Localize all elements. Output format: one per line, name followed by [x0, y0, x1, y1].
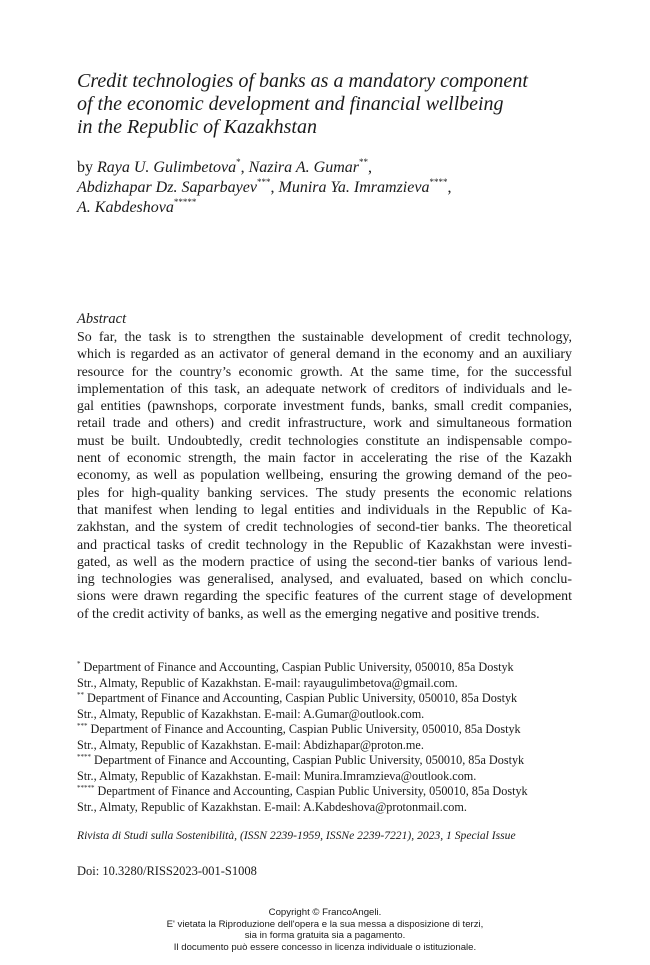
footnote-text: Department of Finance and Accounting, Caspian Public University, 050010, 85a Dostyk [87, 691, 518, 705]
author-separator: , [447, 179, 452, 196]
abstract-line: So far, the task is to strengthen the sustainable development of credit technology, [77, 330, 572, 345]
abstract-line: nent of economic strength, the main factor in accelerating the rise of the Kazakh [77, 451, 572, 467]
footnote-mark: *** [77, 722, 88, 730]
abstract-line: ples for high-quality banking services. The study presents the economic relations [77, 485, 572, 501]
abstract-line: and practical tasks of credit technology in the Republic of Kazakhstan were investi- [77, 537, 572, 553]
title-line: Credit technologies of banks as a mandatory component [77, 70, 528, 92]
footnote-text: Department of Finance and Accounting, Caspian Public University, 050010, 85a Dostyk [97, 784, 528, 798]
affiliation-footnotes [77, 660, 572, 815]
footnote-line [77, 660, 572, 676]
author-separator: , [240, 159, 249, 176]
abstract-line: zakhstan, and the system of credit technologies of second-tier banks. The theoretical [77, 520, 572, 536]
doi-text: Doi: 10.3280/RISS2023-001-S1008 [77, 864, 257, 878]
author-separator: , [367, 159, 372, 176]
footnote-line: Str., Almaty, Republic of Kazakhstan. E-mail: A.Gumar@outlook.com. [77, 706, 425, 721]
author-mark: * [236, 157, 241, 167]
copyright-notice [0, 907, 650, 953]
author-mark: ***** [173, 197, 197, 207]
journal-citation: Rivista di Studi sulla Sostenibilità, (ISSN 2239-1959, ISSNe 2239-7221), 2023, 1 Special Issue [77, 829, 516, 842]
footnote-line: Str., Almaty, Republic of Kazakhstan. E-mail: Munira.Imramzieva@outlook.com. [77, 768, 477, 783]
copyright-line: E' vietata la Riproduzione dell'opera e la sua messa a disposizione di terzi, [166, 918, 484, 930]
copyright-line: Copyright © FrancoAngeli. [268, 907, 382, 918]
copyright-line: Il documento può essere concesso in licenza individuale o istituzionale. [173, 941, 477, 953]
author-mark: ** [358, 157, 368, 167]
footnote-line [77, 784, 572, 800]
footnote-line: Str., Almaty, Republic of Kazakhstan. E-mail: Abdizhapar@proton.me. [77, 737, 424, 752]
footnote-mark: * [77, 660, 81, 668]
by-label: by [77, 159, 93, 176]
abstract-line: ing technologies was generalised, analysed, and evaluated, based on which conclu- [77, 572, 572, 588]
author-line [77, 158, 597, 178]
author-separator: , [270, 179, 279, 196]
footnote-text: Department of Finance and Accounting, Caspian Public University, 050010, 85a Dostyk [90, 722, 521, 736]
author-name: Munira Ya. Imramzieva [278, 179, 430, 196]
footnote-mark: ** [77, 691, 84, 699]
author-name: A. Kabdeshova [77, 199, 174, 216]
abstract-line: must be built. Undoubtedly, credit technologies constitute an indispensable compo- [77, 433, 572, 449]
footnote-line [77, 722, 572, 738]
author-name: Nazira A. Gumar [248, 159, 359, 176]
footnote-line: Str., Almaty, Republic of Kazakhstan. E-mail: A.Kabdeshova@protonmail.com. [77, 799, 467, 814]
author-list [77, 158, 597, 218]
footnote-line [77, 753, 572, 769]
author-line [77, 198, 597, 218]
abstract-line: gal entities (pawnshops, corporate investment funds, banks, small credit companies, [77, 399, 572, 415]
abstract-heading: Abstract [77, 311, 127, 327]
footnote-text: Department of Finance and Accounting, Caspian Public University, 050010, 85a Dostyk [83, 660, 514, 674]
author-line [77, 178, 597, 198]
abstract-line: which is regarded as an activator of general demand in the economy and an auxiliary [77, 347, 572, 363]
author-name: Abdizhapar Dz. Saparbayev [77, 179, 257, 196]
author-mark: **** [429, 177, 448, 187]
abstract-line: economy, as well as population wellbeing, ensuring the growing demand of the peo- [77, 468, 572, 484]
abstract-line: implementation of this task, an adequate network of creditors of individuals and le- [77, 381, 572, 397]
paper-title [77, 70, 597, 139]
abstract-line: gated, as well as the modern practice of using the second-tier banks of various lend- [77, 554, 572, 570]
abstract-line: retail trade and others) and credit infrastructure, work and simultaneous formation [77, 416, 572, 432]
abstract-line: sions were drawn regarding the specific features of the current stage of development [77, 589, 572, 605]
footnote-text: Department of Finance and Accounting, Caspian Public University, 050010, 85a Dostyk [94, 753, 525, 767]
abstract-line: of the credit activity of banks, as well as the emerging negative and positive trends. [77, 606, 540, 622]
abstract-line: that manifest when lending to legal entities and individuals in the Republic of Ka- [77, 502, 572, 518]
author-mark: *** [256, 177, 271, 187]
author-name: Raya U. Gulimbetova [97, 159, 237, 176]
title-line: of the economic development and financial wellbeing [77, 93, 504, 115]
abstract-body [77, 329, 572, 623]
title-line: in the Republic of Kazakhstan [77, 116, 317, 138]
abstract-line: resource for the country’s economic growth. At the same time, for the successful [77, 364, 572, 380]
footnote-mark: **** [77, 753, 91, 761]
footnote-line [77, 691, 572, 707]
footnote-mark: ***** [77, 784, 95, 792]
copyright-line: sia in forma gratuita sia a pagamento. [244, 930, 406, 941]
footnote-line: Str., Almaty, Republic of Kazakhstan. E-mail: rayaugulimbetova@gmail.com. [77, 675, 458, 690]
